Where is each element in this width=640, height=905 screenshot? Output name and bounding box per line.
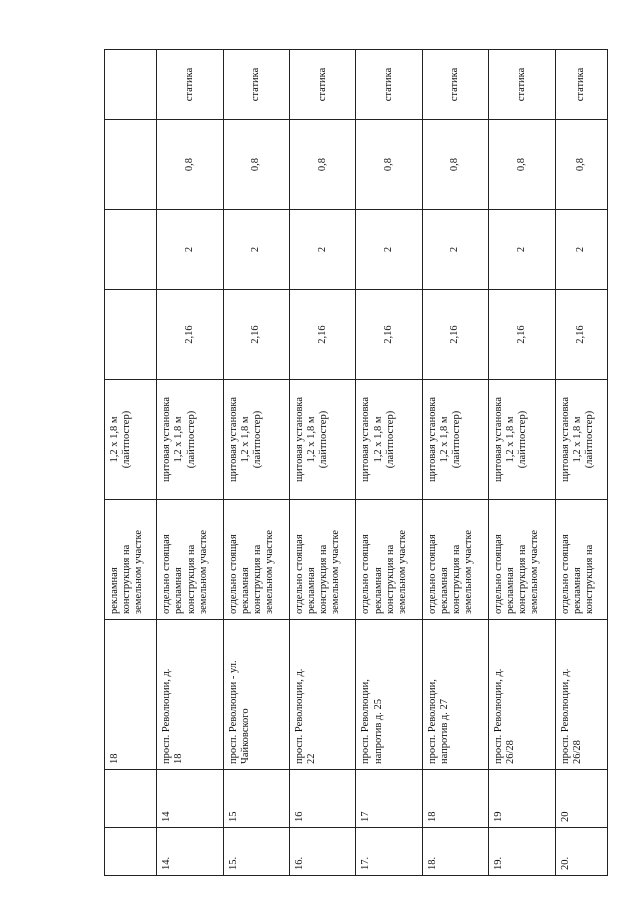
cell-mode	[555, 50, 607, 120]
cell-id	[290, 770, 356, 828]
cell-size	[157, 380, 223, 500]
cell-mode-text: статика	[575, 67, 587, 102]
cell-type	[489, 500, 555, 620]
cell-address	[105, 620, 157, 770]
table-row	[422, 50, 488, 876]
cell-size	[356, 380, 422, 500]
cell-unit-text: 0,8	[250, 157, 262, 172]
table-body	[105, 50, 608, 876]
cell-address	[555, 620, 607, 770]
cell-sides	[422, 210, 488, 290]
table-row	[555, 50, 607, 876]
cell-num	[422, 828, 488, 876]
cell-address-text: просп. Революции, напротив д. 27	[426, 679, 450, 764]
cell-type-text: отдельно стоящая рекламная конструкция на	[559, 534, 595, 614]
cell-num	[157, 828, 223, 876]
cell-size	[223, 380, 289, 500]
cell-id-text: 19	[493, 811, 505, 822]
cell-num-text: 14.	[161, 856, 173, 870]
cell-address	[290, 620, 356, 770]
cell-unit	[489, 120, 555, 210]
cell-mode	[157, 50, 223, 120]
cell-sides-text: 2	[449, 246, 461, 253]
cell-area-text: 2,16	[316, 325, 328, 344]
cell-type-text: отдельно стоящая рекламная конструкция на земельном участке	[360, 529, 408, 614]
cell-type-text: отдельно стоящая рекламная конструкция на земельном участке	[161, 529, 209, 614]
cell-id-text: 15	[227, 811, 239, 822]
cell-unit-text: 0,8	[449, 157, 461, 172]
cell-address	[157, 620, 223, 770]
cell-area-text: 2,16	[515, 325, 527, 344]
cell-num-text: 15.	[227, 856, 239, 870]
cell-num-text: 18.	[426, 856, 438, 870]
cell-size-text: щитовая установка 1,2 х 1,8 м (лайтпостер)	[294, 396, 330, 483]
cell-area	[489, 290, 555, 380]
table-row	[290, 50, 356, 876]
cell-unit	[105, 120, 157, 210]
cell-size	[105, 380, 157, 500]
cell-id	[223, 770, 289, 828]
cell-unit	[290, 120, 356, 210]
cell-type	[157, 500, 223, 620]
cell-size-text: щитовая установка 1,2 х 1,8 м (лайтпостер)	[161, 396, 197, 483]
cell-mode-text: статика	[515, 67, 527, 102]
cell-size	[555, 380, 607, 500]
cell-unit-text: 0,8	[575, 157, 587, 172]
table-row	[157, 50, 223, 876]
cell-area	[290, 290, 356, 380]
cell-address	[422, 620, 488, 770]
cell-mode	[105, 50, 157, 120]
cell-sides	[489, 210, 555, 290]
cell-unit-text: 0,8	[184, 157, 196, 172]
cell-type-text: отдельно стоящая рекламная конструкция на земельном участке	[294, 529, 342, 614]
cell-type-text: отдельно стоящая рекламная конструкция на земельном участке	[493, 529, 541, 614]
cell-id-text: 17	[360, 811, 372, 822]
cell-type	[356, 500, 422, 620]
cell-sides-text: 2	[515, 246, 527, 253]
cell-num	[489, 828, 555, 876]
cell-area-text: 2,16	[250, 325, 262, 344]
cell-sides	[105, 210, 157, 290]
cell-size-text: щитовая установка 1,2 х 1,8 м (лайтпостер)	[559, 396, 595, 483]
cell-unit-text: 0,8	[316, 157, 328, 172]
cell-type	[422, 500, 488, 620]
cell-num	[356, 828, 422, 876]
table-row	[356, 50, 422, 876]
cell-type	[105, 500, 157, 620]
cell-sides	[290, 210, 356, 290]
cell-type	[223, 500, 289, 620]
cell-area-text: 2,16	[184, 325, 196, 344]
cell-id	[356, 770, 422, 828]
cell-size-text: щитовая установка 1,2 х 1,8 м (лайтпостер)	[227, 396, 263, 483]
cell-num-text: 17.	[360, 856, 372, 870]
cell-unit	[356, 120, 422, 210]
cell-sides-text: 2	[575, 246, 587, 253]
cell-sides	[356, 210, 422, 290]
table-row	[489, 50, 555, 876]
cell-unit-text: 0,8	[383, 157, 395, 172]
cell-type-text: рекламная конструкция на земельном участке	[109, 529, 145, 614]
cell-mode-text: статика	[449, 67, 461, 102]
cell-address-text: просп. Революции, д. 26/28	[559, 668, 583, 764]
cell-type	[555, 500, 607, 620]
cell-id	[105, 770, 157, 828]
cell-mode	[422, 50, 488, 120]
cell-area-text: 2,16	[575, 325, 587, 344]
cell-area-text: 2,16	[383, 325, 395, 344]
cell-mode	[290, 50, 356, 120]
cell-unit	[157, 120, 223, 210]
cell-area	[555, 290, 607, 380]
cell-size	[422, 380, 488, 500]
cell-id-text: 16	[294, 811, 306, 822]
cell-sides-text: 2	[316, 246, 328, 253]
cell-area-text: 2,16	[449, 325, 461, 344]
cell-unit	[422, 120, 488, 210]
cell-size	[489, 380, 555, 500]
cell-size	[290, 380, 356, 500]
cell-id	[555, 770, 607, 828]
advertising-structures-table	[104, 49, 608, 876]
cell-address	[223, 620, 289, 770]
cell-area	[223, 290, 289, 380]
cell-num-text: 19.	[493, 856, 505, 870]
cell-num	[223, 828, 289, 876]
cell-address-text: просп. Революции, д. 18	[161, 668, 185, 764]
cell-area	[356, 290, 422, 380]
cell-id	[489, 770, 555, 828]
table-row-continuation	[105, 50, 157, 876]
cell-num-text: 16.	[294, 856, 306, 870]
cell-address-text: 18	[109, 753, 120, 764]
cell-size-text: 1,2 х 1,8 м (лайтпостер)	[109, 410, 133, 469]
cell-mode	[356, 50, 422, 120]
cell-num	[555, 828, 607, 876]
cell-sides-text: 2	[184, 246, 196, 253]
cell-unit	[223, 120, 289, 210]
cell-mode-text: статика	[316, 67, 328, 102]
cell-area	[422, 290, 488, 380]
cell-unit-text: 0,8	[515, 157, 527, 172]
cell-sides	[157, 210, 223, 290]
cell-id	[422, 770, 488, 828]
cell-area	[157, 290, 223, 380]
cell-size-text: щитовая установка 1,2 х 1,8 м (лайтпостер)	[493, 396, 529, 483]
cell-type-text: отдельно стоящая рекламная конструкция на земельном участке	[426, 529, 474, 614]
cell-unit	[555, 120, 607, 210]
cell-area	[105, 290, 157, 380]
cell-num	[290, 828, 356, 876]
cell-size-text: щитовая установка 1,2 х 1,8 м (лайтпостер)	[426, 396, 462, 483]
cell-mode-text: статика	[250, 67, 262, 102]
cell-address-text: просп. Революции, напротив д. 25	[360, 679, 384, 764]
cell-sides	[555, 210, 607, 290]
cell-id-text: 18	[426, 811, 438, 822]
cell-num	[105, 828, 157, 876]
cell-address-text: просп. Революции, д. 26/28	[493, 668, 517, 764]
cell-id-text: 20	[559, 811, 571, 822]
cell-size-text: щитовая установка 1,2 х 1,8 м (лайтпостер)	[360, 396, 396, 483]
cell-mode	[489, 50, 555, 120]
cell-mode-text: статика	[184, 67, 196, 102]
cell-id	[157, 770, 223, 828]
cell-sides-text: 2	[250, 246, 262, 253]
rotated-document-page	[104, 50, 608, 876]
table-row	[223, 50, 289, 876]
cell-address	[356, 620, 422, 770]
cell-mode	[223, 50, 289, 120]
cell-type	[290, 500, 356, 620]
cell-id-text: 14	[161, 811, 173, 822]
cell-mode-text: статика	[383, 67, 395, 102]
cell-sides-text: 2	[383, 246, 395, 253]
cell-address-text: просп. Революции - ул. Чайковского	[227, 660, 251, 764]
cell-address	[489, 620, 555, 770]
cell-num-text: 20.	[559, 856, 571, 870]
cell-sides	[223, 210, 289, 290]
cell-type-text: отдельно стоящая рекламная конструкция на земельном участке	[227, 529, 275, 614]
cell-address-text: просп. Революции, д. 22	[294, 668, 318, 764]
